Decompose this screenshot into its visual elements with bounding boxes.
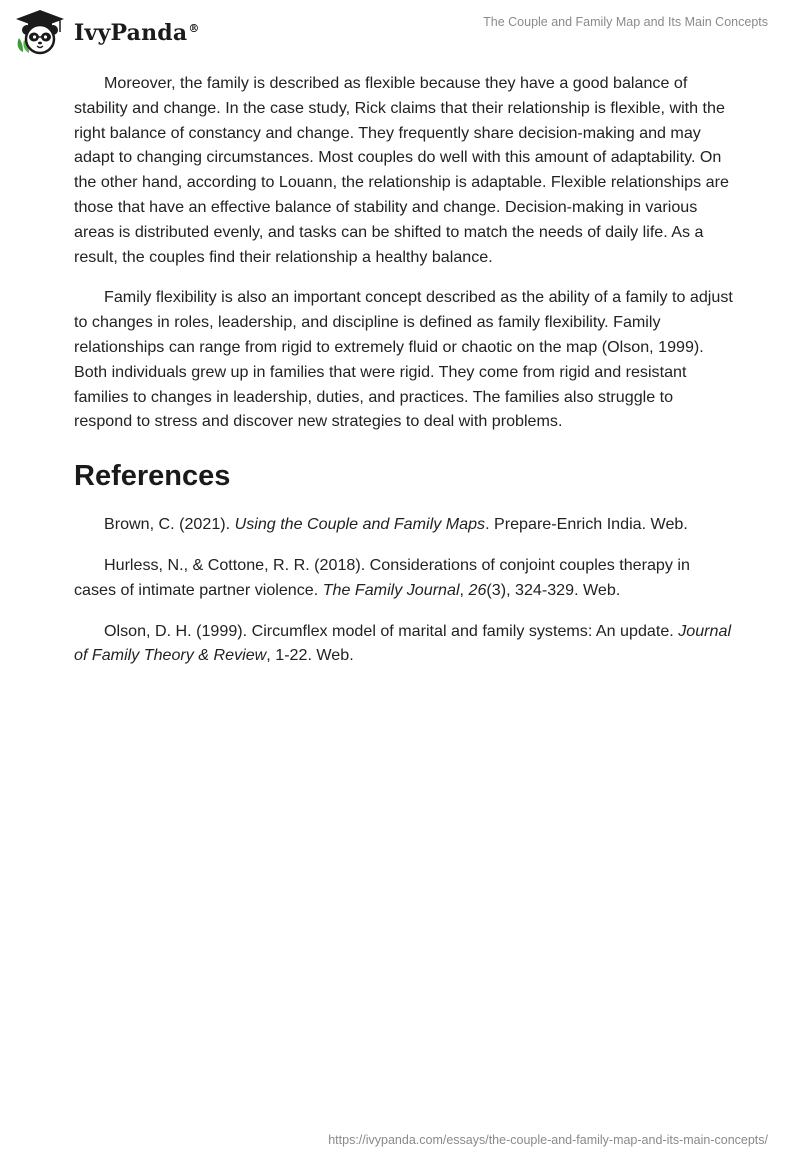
brand-logo[interactable]	[14, 8, 200, 56]
source-url-link[interactable]: https://ivypanda.com/essays/the-couple-and-family-map-and-its-main-concepts/	[328, 1133, 768, 1147]
page-header	[0, 0, 800, 64]
panda-graduate-icon	[14, 8, 66, 56]
reference-1-source: . Prepare-Enrich India. Web.	[485, 515, 688, 534]
reference-3-pages: , 1-22. Web.	[266, 646, 354, 665]
reference-item-2	[74, 553, 734, 603]
reference-2-pages: (3), 324-329. Web.	[486, 580, 621, 599]
reference-item-1	[74, 512, 734, 537]
reference-3-journal: Journal of Family Theory & Review	[74, 621, 732, 665]
reference-2-text: Hurless, N., & Cottone, R. R. (2018). Considerations of conjoint couples therapy in cases of intimate partner violence.	[74, 555, 690, 599]
brand-name-text: IvyPanda	[74, 20, 188, 46]
brand-name	[74, 20, 200, 46]
registered-mark: ®	[188, 21, 200, 35]
body-paragraph-2: Family flexibility is also an important concept described as the ability of a family to adjust to changes in roles, leadership, and discipline is defined as family flexibility. Family relationships can range from rigid to extremely fluid or chaotic on the map (Olson, 1999). Both individuals grew up in families that were rigid. They come from rigid and resistant families to changes in leadership, duties, and practices. The families also struggle to respond to stress and discover new strategies to deal with problems.	[74, 288, 733, 431]
reference-2-journal: The Family Journal	[322, 580, 460, 599]
references-heading: References	[74, 460, 231, 493]
document-body	[74, 71, 734, 684]
reference-item-3	[74, 619, 734, 669]
body-paragraph-1: Moreover, the family is described as flexible because they have a good balance of stability and change. In the case study, Rick claims that their relationship is flexible, with the right balance of constancy and change. They frequently share decision-making and may adapt to changing circumstances. Most couples do well with this amount of adaptability. On the other hand, according to Louann, the relationship is adaptable. Flexible relationships are those that have an effective balance of stability and change. Decision-making in various areas is distributed evenly, and tasks can be shifted to match the needs of daily life. As a result, the couples find their relationship a healthy balance.	[74, 74, 729, 266]
running-title: The Couple and Family Map and Its Main Concepts	[483, 15, 768, 29]
reference-1-text: Brown, C. (2021).	[104, 515, 235, 534]
reference-2-separator: ,	[459, 580, 469, 599]
reference-2-volume: 26	[468, 580, 487, 599]
reference-1-title: Using the Couple and Family Maps	[234, 515, 486, 534]
reference-3-text: Olson, D. H. (1999). Circumflex model of marital and family systems: An update.	[104, 621, 679, 640]
